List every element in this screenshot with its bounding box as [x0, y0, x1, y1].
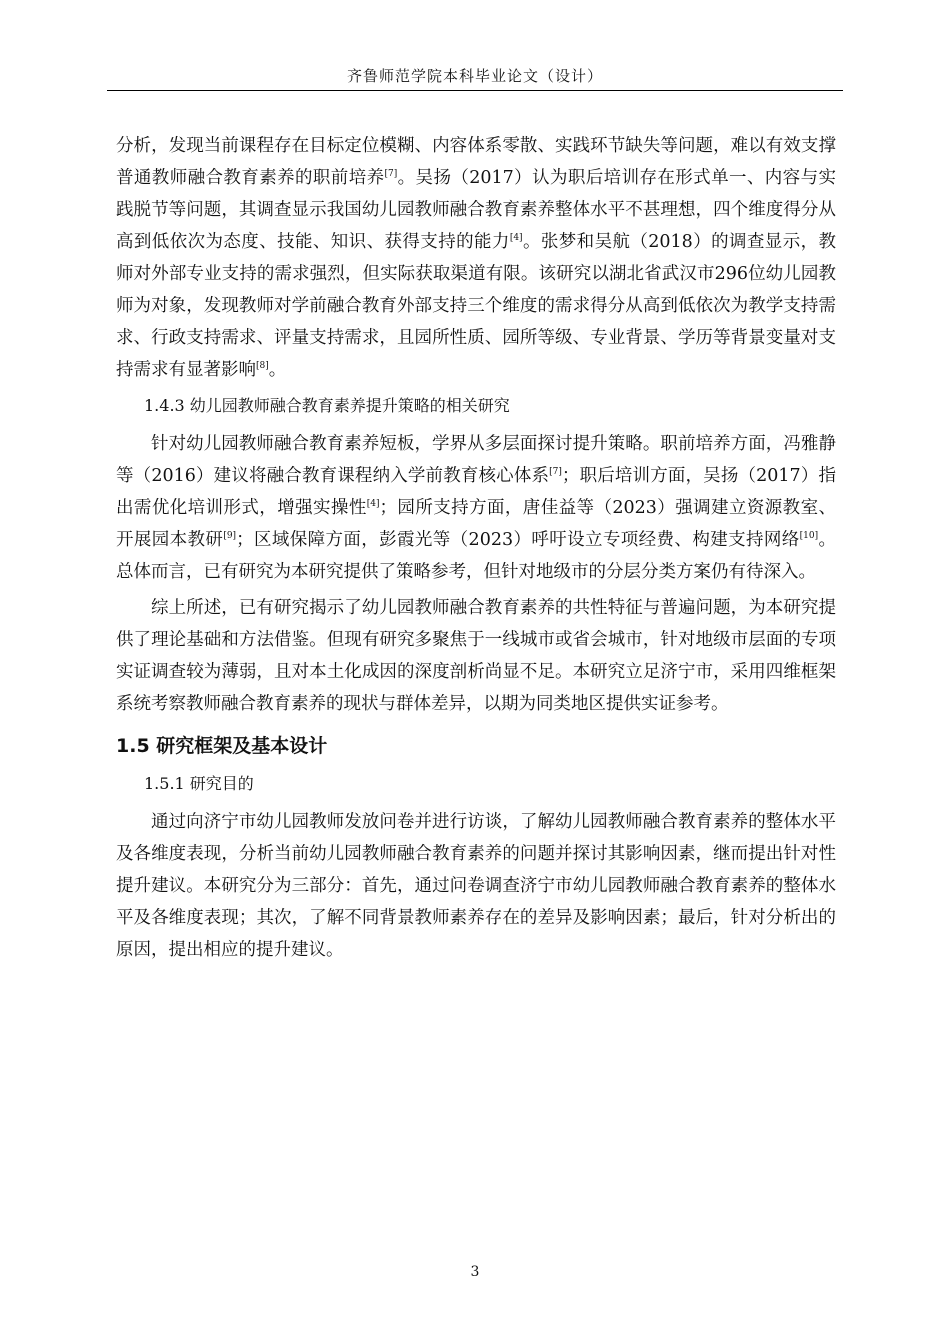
paragraph-text: ；职后培训方面，吴扬（2017）指出需优化培训形式，增强实操性: [116, 466, 836, 518]
citation-ref: [4]: [366, 499, 380, 510]
page-body: [116, 130, 836, 970]
citation-ref: [4]: [509, 233, 523, 244]
paragraph-2: [116, 428, 836, 588]
page-number: 3: [470, 1264, 480, 1280]
paragraph-text: 。: [268, 360, 287, 380]
citation-ref: [10]: [799, 531, 819, 542]
citation-ref: [7]: [549, 467, 562, 478]
paragraph-1: [116, 130, 836, 386]
paragraph-text: ；区域保障方面，彭霞光等（2023）呼吁设立专项经费、构建支持网络: [236, 530, 800, 550]
section-heading-1-4-3: 1.4.3 幼儿园教师融合教育素养提升策略的相关研究: [144, 396, 510, 415]
section-heading-1-5-1: 1.5.1 研究目的: [144, 774, 254, 793]
paragraph-text: 。张梦和吴航（2018）的调查显示，教师对外部专业支持的需求强烈，但实际获取渠道有限。该研究以湖北省武汉市296位幼儿园教师为对象，发现教师对学前融合教育外部支持三个维度的需求得分从高到低依次为教学支持需求、行政支持需求、评量支持需求，且园所性质、园所等级、专业背景、学历等背景变量对支持需求有显著影响: [116, 232, 836, 380]
paragraph-text: ；园所支持方面，唐佳益等（2023）强调建立资源教室、开展园本教研: [116, 498, 837, 550]
paragraph-4: 通过向济宁市幼儿园教师发放问卷并进行访谈，了解幼儿园教师融合教育素养的整体水平及各维度表现，分析当前幼儿园教师融合教育素养的问题并探讨其影响因素，继而提出针对性提升建议。本研究分为三部分：首先，通过问卷调查济宁市幼儿园教师融合教育素养的整体水平及各维度表现；其次，了解不同背景教师素养存在的差异及影响因素；最后，针对分析出的原因，提出相应的提升建议。: [116, 812, 836, 960]
paragraph-text: 分析，发现当前课程存在目标定位模糊、内容体系零散、实践环节缺失等问题，难以有效支撑普通教师融合教育素养的职前培养: [116, 136, 836, 188]
page-header: 齐鲁师范学院本科毕业论文（设计）: [107, 62, 843, 91]
section-heading-1-5: 1.5 研究框架及基本设计: [116, 735, 328, 757]
citation-ref: [9]: [223, 531, 237, 542]
citation-ref: [7]: [384, 169, 398, 180]
paragraph-3: 综上所述，已有研究揭示了幼儿园教师融合教育素养的共性特征与普遍问题，为本研究提供了理论基础和方法借鉴。但现有研究多聚焦于一线城市或省会城市，针对地级市层面的专项实证调查较为薄弱，且对本土化成因的深度剖析尚显不足。本研究立足济宁市，采用四维框架系统考察教师融合教育素养的现状与群体差异，以期为同类地区提供实证参考。: [116, 598, 836, 714]
paragraph-text: 。总体而言，已有研究为本研究提供了策略参考，但针对地级市的分层分类方案仍有待深入。: [116, 530, 836, 582]
citation-ref: [8]: [256, 361, 269, 372]
paragraph-text: 针对幼儿园教师融合教育素养短板，学界从多层面探讨提升策略。职前培养方面，冯雅静等（2016）建议将融合教育课程纳入学前教育核心体系: [116, 434, 836, 486]
paragraph-text: 。吴扬（2017）认为职后培训存在形式单一、内容与实践脱节等问题，其调查显示我国幼儿园教师融合教育素养整体水平不甚理想，四个维度得分从高到低依次为态度、技能、知识、获得支持的能力: [116, 168, 836, 252]
